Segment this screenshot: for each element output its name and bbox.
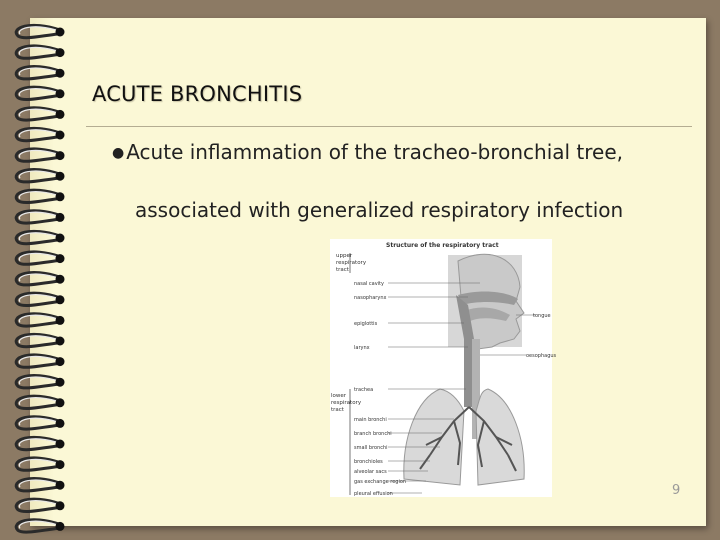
structure-label: larynx (354, 345, 370, 351)
binding-ring (16, 396, 64, 408)
binding-ring (16, 314, 64, 326)
structure-label: nasal cavity (354, 281, 384, 287)
structure-label: epiglottis (354, 321, 378, 327)
binding-ring (16, 211, 64, 223)
lower-tract-label-2: respiratory (331, 400, 362, 406)
upper-tract-label (336, 253, 367, 273)
upper-tract-label-3: tract (336, 267, 349, 273)
binding-ring (16, 376, 64, 388)
binding-ring (16, 355, 64, 367)
structure-label: branch bronchi (354, 431, 392, 437)
lower-tract-label-3: tract (331, 407, 344, 413)
binding-ring (16, 458, 64, 470)
page-number: 9 (672, 483, 681, 498)
structure-label: alveolar sacs (354, 469, 387, 475)
structure-label: gas exchange region (354, 479, 407, 485)
binding-ring (16, 128, 64, 140)
binding-ring (16, 170, 64, 182)
lower-tract-label-1: lower (331, 393, 347, 399)
binding-ring (16, 273, 64, 285)
binding-ring (16, 149, 64, 161)
binding-ring (16, 25, 64, 37)
binding-ring (16, 293, 64, 305)
bullet-text-line-1 (112, 140, 710, 164)
binding-ring (16, 499, 64, 511)
binding-ring (16, 252, 64, 264)
left-lung (404, 389, 464, 485)
label-oesophagus: oesophagus (526, 353, 557, 359)
lower-tract-label (331, 393, 362, 413)
structure-label: small bronchi (354, 445, 388, 451)
binding-ring (16, 190, 64, 202)
diagram-heading: Structure of the respiratory tract (386, 242, 499, 249)
upper-tract-label-2: respiratory (336, 260, 367, 266)
structure-label: pleural effusion (354, 491, 393, 497)
binding-ring (16, 231, 64, 243)
spiral-binding (0, 20, 80, 525)
diagram-svg (330, 239, 557, 497)
label-tongue: tongue (533, 313, 551, 319)
bullet-text-line-2: associated with generalized respiratory infection (135, 198, 624, 222)
structure-label: trachea (354, 387, 374, 393)
slide-title: ACUTE BRONCHITIS (92, 82, 303, 106)
binding-ring (16, 437, 64, 449)
binding-ring (16, 334, 64, 346)
structure-label: main bronchi (354, 417, 387, 423)
right-lung (476, 389, 524, 485)
title-divider (86, 126, 692, 127)
bullet-text-1: Acute inflammation of the tracheo-bronchial tree, (126, 140, 624, 164)
structure-label: nasopharynx (354, 295, 387, 301)
upper-tract-label-1: upper (336, 253, 353, 259)
binding-ring (16, 67, 64, 79)
binding-ring (16, 479, 64, 491)
structure-label: bronchioles (354, 459, 383, 465)
respiratory-tract-diagram (330, 239, 557, 497)
binding-ring (16, 46, 64, 58)
binding-ring (16, 417, 64, 429)
binding-ring (16, 87, 64, 99)
binding-ring (16, 108, 64, 120)
bullet-circle-icon: ● (112, 145, 125, 161)
